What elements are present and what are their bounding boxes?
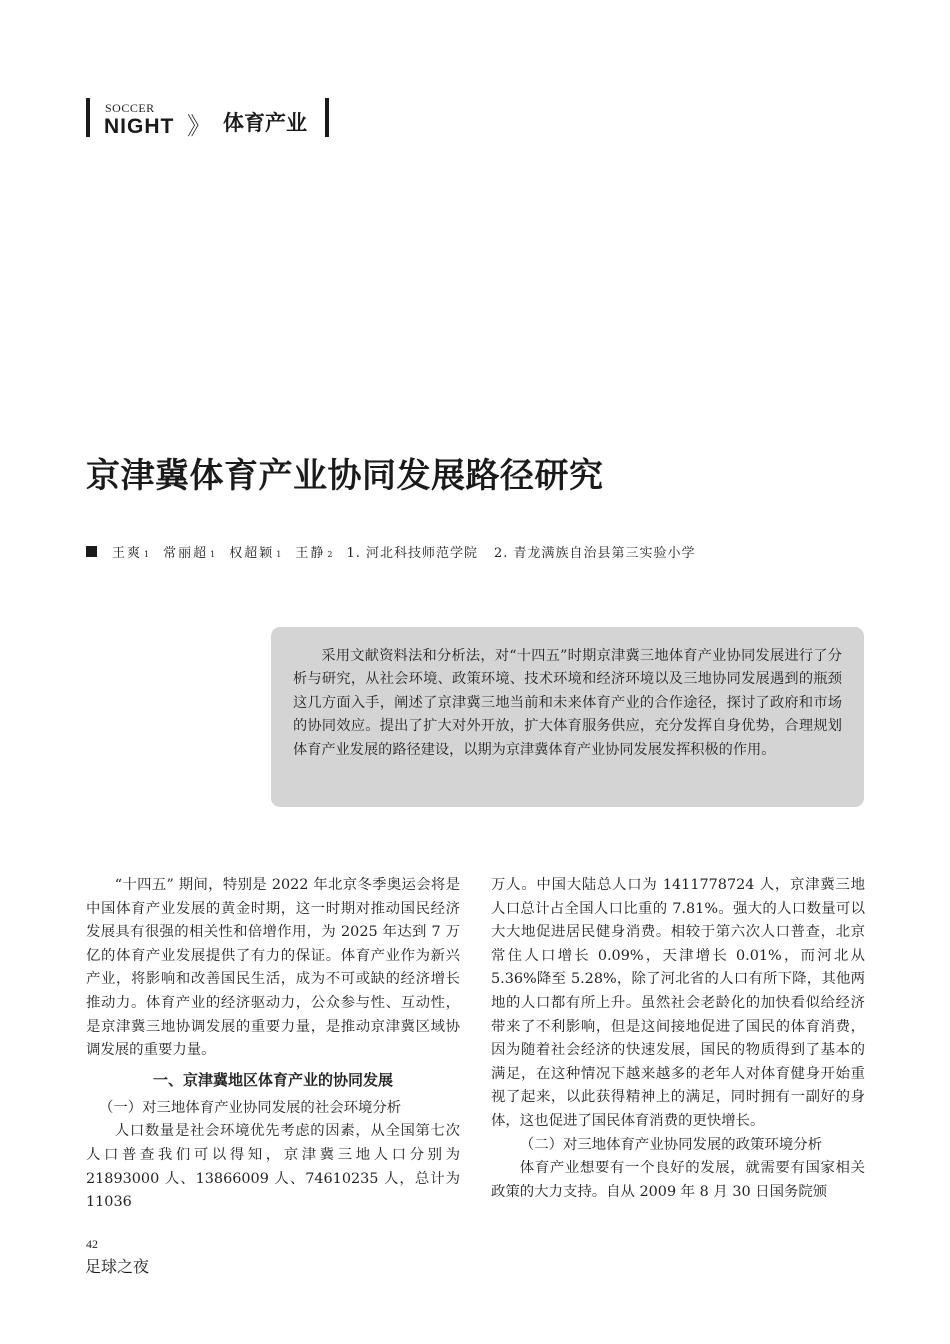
abstract-box — [271, 627, 864, 807]
page-number: 42 — [86, 1237, 98, 1251]
body-paragraph: 人口数量是社会环境优先考虑的因素，从全国第七次人口普查我们可以得知，京津冀三地人口分别为 21893000 人、13866009 人、74610235 人，总计为 11036 — [86, 1123, 460, 1211]
author-name: 常丽超 — [163, 546, 209, 561]
body-paragraph: 体育产业想要有一个良好的发展，就需要有国家相关政策的大力支持。自从 2009 年 8 月 30 日国务院颁 — [491, 1160, 865, 1200]
header-bar-left — [86, 98, 90, 137]
author-name: 权超颖 — [229, 546, 275, 561]
intro-paragraph: “十四五” 期间，特别是 2022 年北京冬季奥运会将是中国体育产业发展的黄金时期，这一时期对推动国民经济发展具有很强的相关性和倍增作用，为 2025 年达到 7 万亿的体育产业发展提供了有力的保证。体育产业作为新兴产业，将影响和改善国民生活，成为不可或缺的经济增长推动力。体育产业的经济驱动力，公众参与性、互动性，是京津冀三地协调发展的重要力量，是推动京津冀区域协调发展的重要力量。 — [86, 877, 460, 1059]
affiliation: 2. 青龙满族自治县第三实验小学 — [493, 546, 696, 561]
subsection-heading: （一）对三地体育产业协同发展的社会环境分析 — [98, 1099, 402, 1116]
header-section-name: 体育产业 — [223, 111, 307, 135]
square-bullet-icon — [86, 546, 97, 557]
author-superscript: 1 — [276, 550, 282, 559]
author-superscript: 1 — [210, 550, 216, 559]
article-title: 京津冀体育产业协同发展路径研究 — [86, 456, 604, 496]
subsection-heading: （二）对三地体育产业协同发展的政策环境分析 — [519, 1136, 823, 1153]
header-soccer: SOCCER — [105, 101, 155, 115]
body-paragraph-continued: 万人。中国大陆总人口为 1411778724 人，京津冀三地人口总计占全国人口比重的 7.81%。强大的人口数量可以大大地促进居民健身消费。相较于第六次人口普查，北京常住人口增长 0.09%，天津增长 0.01%，而河北从 5.36%降至 5.28%，除了河北省的人口有所下降，其他两地的人口都有所上升。虽然社会老龄化的加快看似给经济带来了不利影响，但是这间接地促进了国民的体育消费，因为随着社会经济的快速发展，国民的物质得到了基本的满足，在这种情况下越来越多的老年人对体育健身开始重视了起来，以此获得精神上的满足，同时拥有一副好的身体，这也促进了国民体育消费的更快增长。 — [491, 877, 865, 1129]
header-bar-right — [325, 98, 329, 137]
author-superscript: 2 — [327, 550, 333, 559]
section-heading: 一、京津冀地区体育产业的协同发展 — [152, 1070, 393, 1089]
author-name: 王静 — [295, 546, 326, 561]
body-column-left — [86, 874, 460, 1215]
header-night: NIGHT — [104, 115, 175, 138]
author-line — [86, 542, 712, 561]
abstract-text: 采用文献资料法和分析法，对“十四五”时期京津冀三地体育产业协同发展进行了分析与研究，从社会环境、政策环境、技术环境和经济环境以及三地协同发展遇到的瓶颈这几方面入手，阐述了京津冀三地当前和未来体育产业的合作途径，探讨了政府和市场的协同效应。提出了扩大对外开放，扩大体育服务供应，充分发挥自身优势，合理规划体育产业发展的路径建设，以期为京津冀体育产业协同发展发挥积极的作用。 — [293, 648, 842, 758]
author-superscript: 1 — [144, 550, 150, 559]
author-name: 王爽 — [112, 546, 143, 561]
body-column-right — [491, 874, 865, 1204]
affiliation: 1. 河北科技师范学院 — [346, 546, 478, 561]
magazine-name: 足球之夜 — [85, 1257, 150, 1276]
chevron-icon: 》 — [187, 112, 211, 140]
